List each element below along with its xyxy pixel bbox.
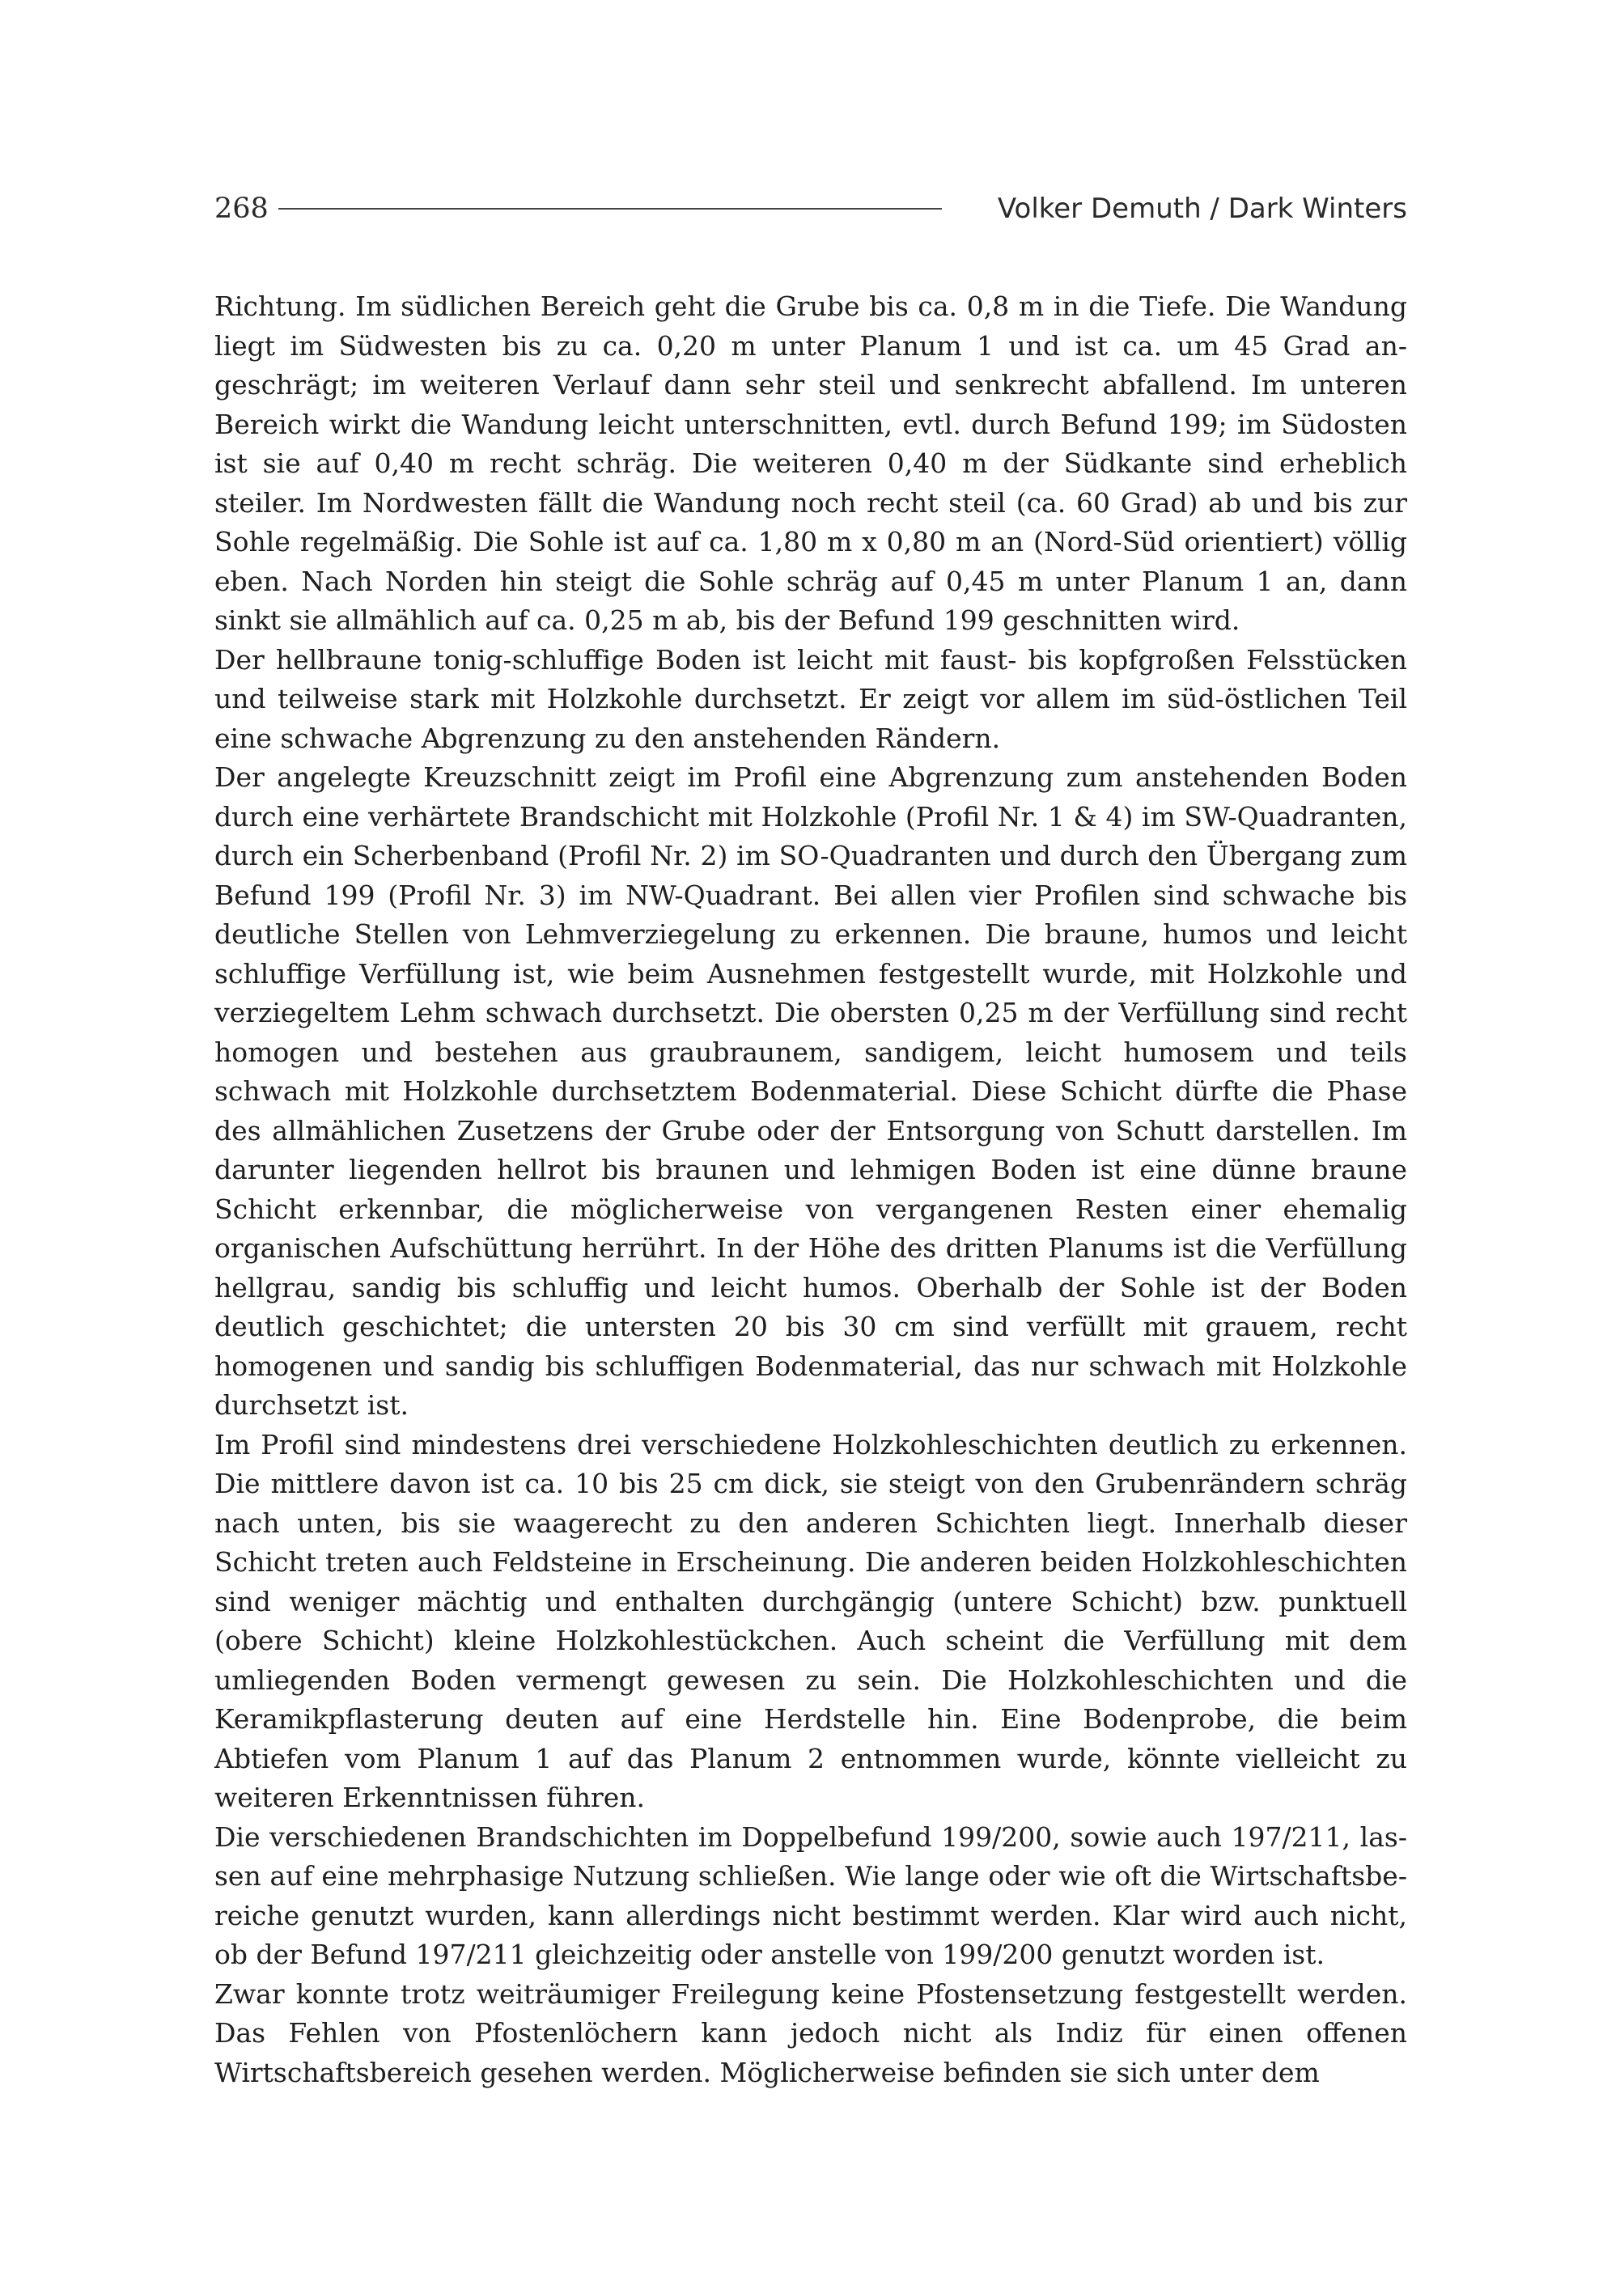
paragraph-2: Der hellbraune tonig-schluffige Boden ist leicht mit faust- bis kopfgroßen Felsstücken und teilweise stark mit Holzkohle durchsetzt. Er zeigt vor allem im süd-östlichen Teil eine schwache Abgrenzung zu den anstehenden Rändern.: [214, 643, 1407, 754]
paragraph-5: Die verschiedenen Brandschichten im Doppelbefund 199/200, sowie auch 197/211, lassen auf eine mehrphasige Nutzung schließen. Wie lange oder wie oft die Wirtschaftsbereiche genutzt wurden, kann allerdings nicht bestimmt werden. Klar wird auch nicht, ob der Befund 197/211 gleichzeitig oder anstelle von 199/200 genutzt worden ist.: [214, 1820, 1407, 1970]
header-rule: [278, 208, 942, 210]
running-title: Volker Demuth / Dark Winters: [997, 193, 1407, 225]
paragraph-4: Im Profil sind mindestens drei verschiedene Holzkohleschichten deutlich zu erkennen. Die mittlere davon ist ca. 10 bis 25 cm dick, sie steigt von den Grubenrändern schräg nach unten, bis sie waagerecht zu den anderen Schichten liegt. Innerhalb dieser Schicht treten auch Feldsteine in Erscheinung. Die anderen beiden Holzkohleschichten sind weniger mächtig und enthalten durchgängig (untere Schicht) bzw. punktuell (obere Schicht) kleine Holzkohlestückchen. Auch scheint die Verfüllung mit dem umliegenden Boden vermengt gewesen zu sein. Die Holzkohleschichten und die Keramikpflasterung deuten auf eine Herdstelle hin. Eine Bodenprobe, die beim Abtiefen vom Planum 1 auf das Planum 2 entnommen wurde, könnte vielleicht zu weiteren Erkenntnissen führen.: [214, 1428, 1407, 1813]
page-number: 268: [214, 193, 269, 225]
body-text: [214, 287, 1407, 2092]
paragraph-3: Der angelegte Kreuzschnitt zeigt im Profil eine Abgrenzung zum anstehenden Boden durch eine verhärtete Brandschicht mit Holzkohle (Profil Nr. 1 & 4) im SW-Quadranten, durch ein Scherbenband (Profil Nr. 2) im SO-Quadranten und durch den Übergang zum Befund 199 (Profil Nr. 3) im NW-Quadrant. Bei allen vier Profilen sind schwache bis deutliche Stellen von Lehmverziegelung zu erkennen. Die braune, humos und leicht schluffige Verfüllung ist, wie beim Ausnehmen festgestellt wurde, mit Holzkohle und verziegeltem Lehm schwach durchsetzt. Die obersten 0,25 m der Verfüllung sind recht homogen und bestehen aus graubraunem, sandigem, leicht humosem und teils schwach mit Holzkohle durchsetztem Bodenmaterial. Diese Schicht dürfte die Phase des allmählichen Zusetzens der Grube oder der Entsorgung von Schutt darstellen. Im darunter liegenden hellrot bis braunen und lehmigen Boden ist eine dünne braune Schicht erkennbar, die möglicherweise von vergangenen Resten einer ehemalig organischen Aufschüttung herrührt. In der Höhe des dritten Planums ist die Verfüllung hellgrau, sandig bis schluffig und leicht humos. Oberhalb der Sohle ist der Boden deutlich geschichtet; die untersten 20 bis 30 cm sind verfüllt mit grauem, recht homogenen und sandig bis schluffigen Bodenmaterial, das nur schwach mit Holzkohle durchsetzt ist.: [214, 761, 1407, 1421]
paragraph-6: Zwar konnte trotz weiträumiger Freilegung keine Pfostensetzung festgestellt werden. Das Fehlen von Pfostenlöchern kann jedoch nicht als Indiz für einen offenen Wirtschaftsbereich gesehen werden. Möglicherweise befinden sie sich unter dem: [214, 1977, 1407, 2088]
paragraph-1: Richtung. Im südlichen Bereich geht die Grube bis ca. 0,8 m in die Tiefe. Die Wandung liegt im Südwesten bis zu ca. 0,20 m unter Planum 1 und ist ca. um 45 Grad angeschrägt; im weiteren Verlauf dann sehr steil und senkrecht abfallend. Im unteren Bereich wirkt die Wandung leicht unterschnitten, evtl. durch Befund 199; im Südosten ist sie auf 0,40 m recht schräg. Die weiteren 0,40 m der Südkante sind erheblich steiler. Im Nordwesten fällt die Wandung noch recht steil (ca. 60 Grad) ab und bis zur Sohle regelmäßig. Die Sohle ist auf ca. 1,80 m x 0,80 m an (Nord-Süd orientiert) völlig eben. Nach Norden hin steigt die Sohle schräg auf 0,45 m unter Planum 1 an, dann sinkt sie allmählich auf ca. 0,25 m ab, bis der Befund 199 geschnitten wird.: [214, 290, 1407, 636]
running-header: [214, 184, 1407, 233]
